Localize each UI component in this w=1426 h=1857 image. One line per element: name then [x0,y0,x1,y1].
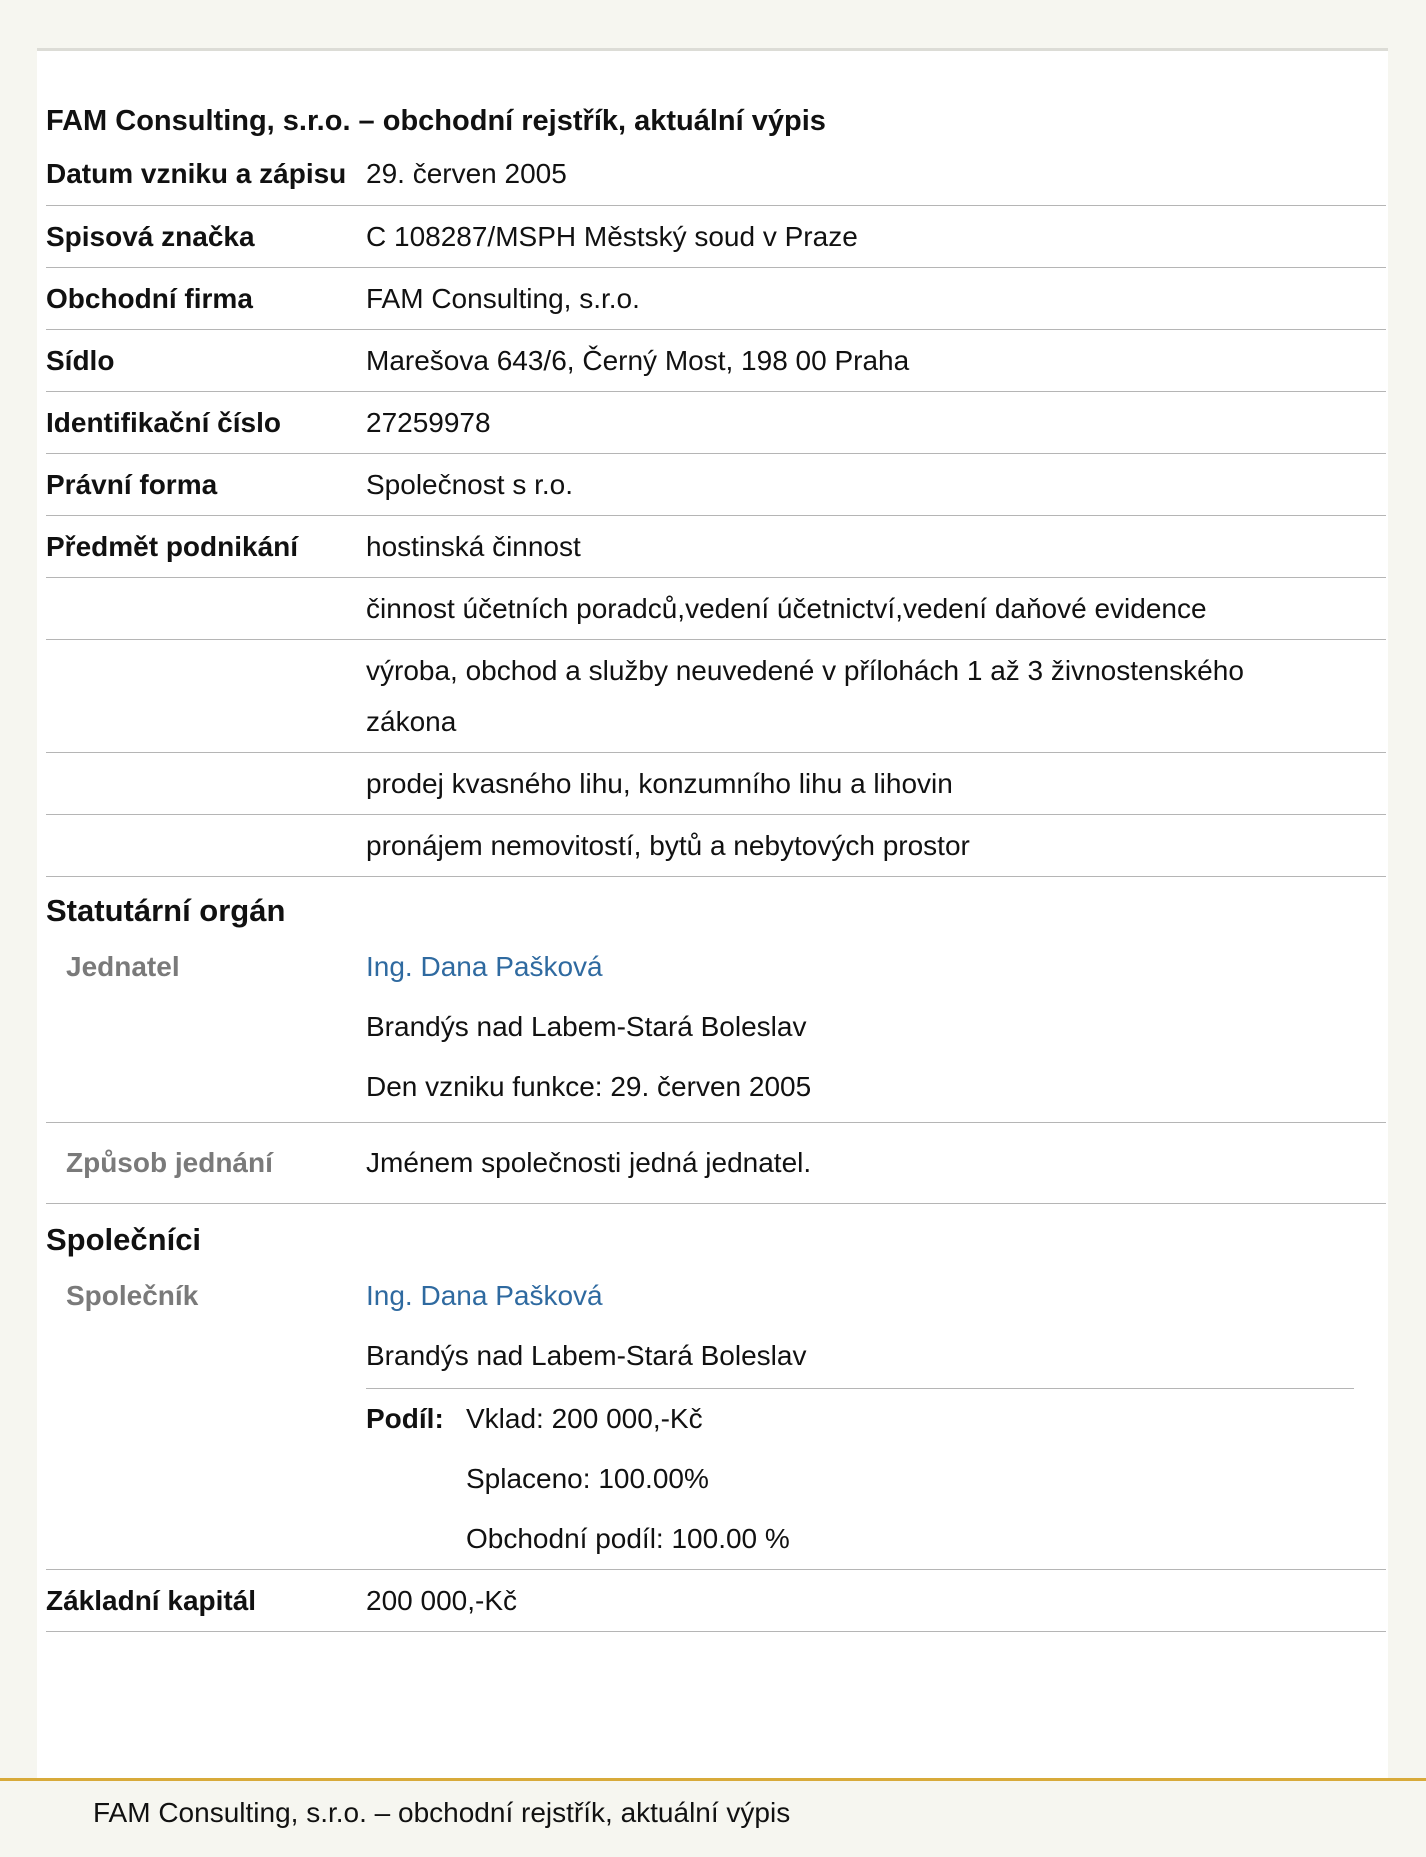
value-obchodni-firma: FAM Consulting, s.r.o. [366,268,1386,330]
row-predmet-4 [46,753,1386,815]
footer-text: FAM Consulting, s.r.o. – obchodní rejstřík, aktuální výpis [93,1797,791,1828]
value-datum-vzniku: 29. červen 2005 [366,148,1386,206]
value-zakladni-kapital: 200 000,-Kč [366,1570,1386,1632]
basic-info-table [46,148,1386,877]
value-pravni-forma: Společnost s r.o. [366,454,1386,516]
row-spisova-znacka [46,206,1386,268]
value-sidlo: Marešova 643/6, Černý Most, 198 00 Praha [366,330,1386,392]
label-pravni-forma: Právní forma [46,454,366,516]
podil-splaceno: Splaceno: 100.00% [466,1463,709,1494]
row-obchodni-firma [46,268,1386,330]
label-zpusob-jednani: Způsob jednání [46,1123,366,1204]
value-zpusob-jednani: Jménem společnosti jedná jednatel. [366,1123,1386,1204]
section-statutarni-organ: Statutární orgán [46,893,286,928]
footer [0,1778,1426,1857]
podil-obchodni: Obchodní podíl: 100.00 % [466,1523,790,1554]
predmet-item: činnost účetních poradců,vedení účetnictví,vedení daňové evidence [366,578,1386,640]
statutarni-table [46,937,1386,1204]
card-top-divider [37,48,1388,51]
podil-vklad: Vklad: 200 000,-Kč [466,1403,703,1434]
row-predmet-5 [46,815,1386,877]
row-spolecnik [46,1266,1386,1570]
label-spisova-znacka: Spisová značka [46,206,366,268]
label-predmet-podnikani: Předmět podnikání [46,516,366,578]
label-sidlo: Sídlo [46,330,366,392]
predmet-item: hostinská činnost [366,516,1386,578]
podil-block [366,1388,1354,1569]
label-datum-vzniku: Datum vzniku a zápisu [46,148,366,206]
row-zpusob-jednani [46,1123,1386,1204]
predmet-item: pronájem nemovitostí, bytů a nebytových prostor [366,815,1386,877]
label-obchodni-firma: Obchodní firma [46,268,366,330]
spolecnik-city: Brandýs nad Labem-Stará Boleslav [366,1340,807,1371]
row-predmet-1 [46,516,1386,578]
row-predmet-2 [46,578,1386,640]
label-ico: Identifikační číslo [46,392,366,454]
row-pravni-forma [46,454,1386,516]
jednatel-funkce: Den vzniku funkce: 29. červen 2005 [366,1071,812,1102]
predmet-item: prodej kvasného lihu, konzumního lihu a lihovin [366,753,1386,815]
label-zakladni-kapital: Základní kapitál [46,1570,366,1632]
label-spolecnik: Společník [46,1266,366,1570]
row-sidlo [46,330,1386,392]
register-extract-card [37,48,1388,1778]
row-zakladni-kapital [46,1570,1386,1632]
value-spisova-znacka: C 108287/MSPH Městský soud v Praze [366,206,1386,268]
jednatel-name-link[interactable]: Ing. Dana Pašková [366,951,603,982]
row-ico [46,392,1386,454]
page-title: FAM Consulting, s.r.o. – obchodní rejstřík, aktuální výpis [46,105,826,137]
row-predmet-3 [46,640,1386,753]
predmet-item: výroba, obchod a služby neuvedené v přílohách 1 až 3 živnostenského zákona [366,640,1386,753]
content [46,98,1386,1632]
row-datum-vzniku [46,148,1386,206]
jednatel-city: Brandýs nad Labem-Stará Boleslav [366,1011,807,1042]
label-jednatel: Jednatel [46,937,366,1123]
value-ico: 27259978 [366,392,1386,454]
spolecnici-table [46,1266,1386,1632]
row-jednatel [46,937,1386,1123]
spolecnik-name-link[interactable]: Ing. Dana Pašková [366,1280,603,1311]
section-spolecnici: Společníci [46,1222,202,1257]
podil-label: Podíl: [366,1403,444,1434]
